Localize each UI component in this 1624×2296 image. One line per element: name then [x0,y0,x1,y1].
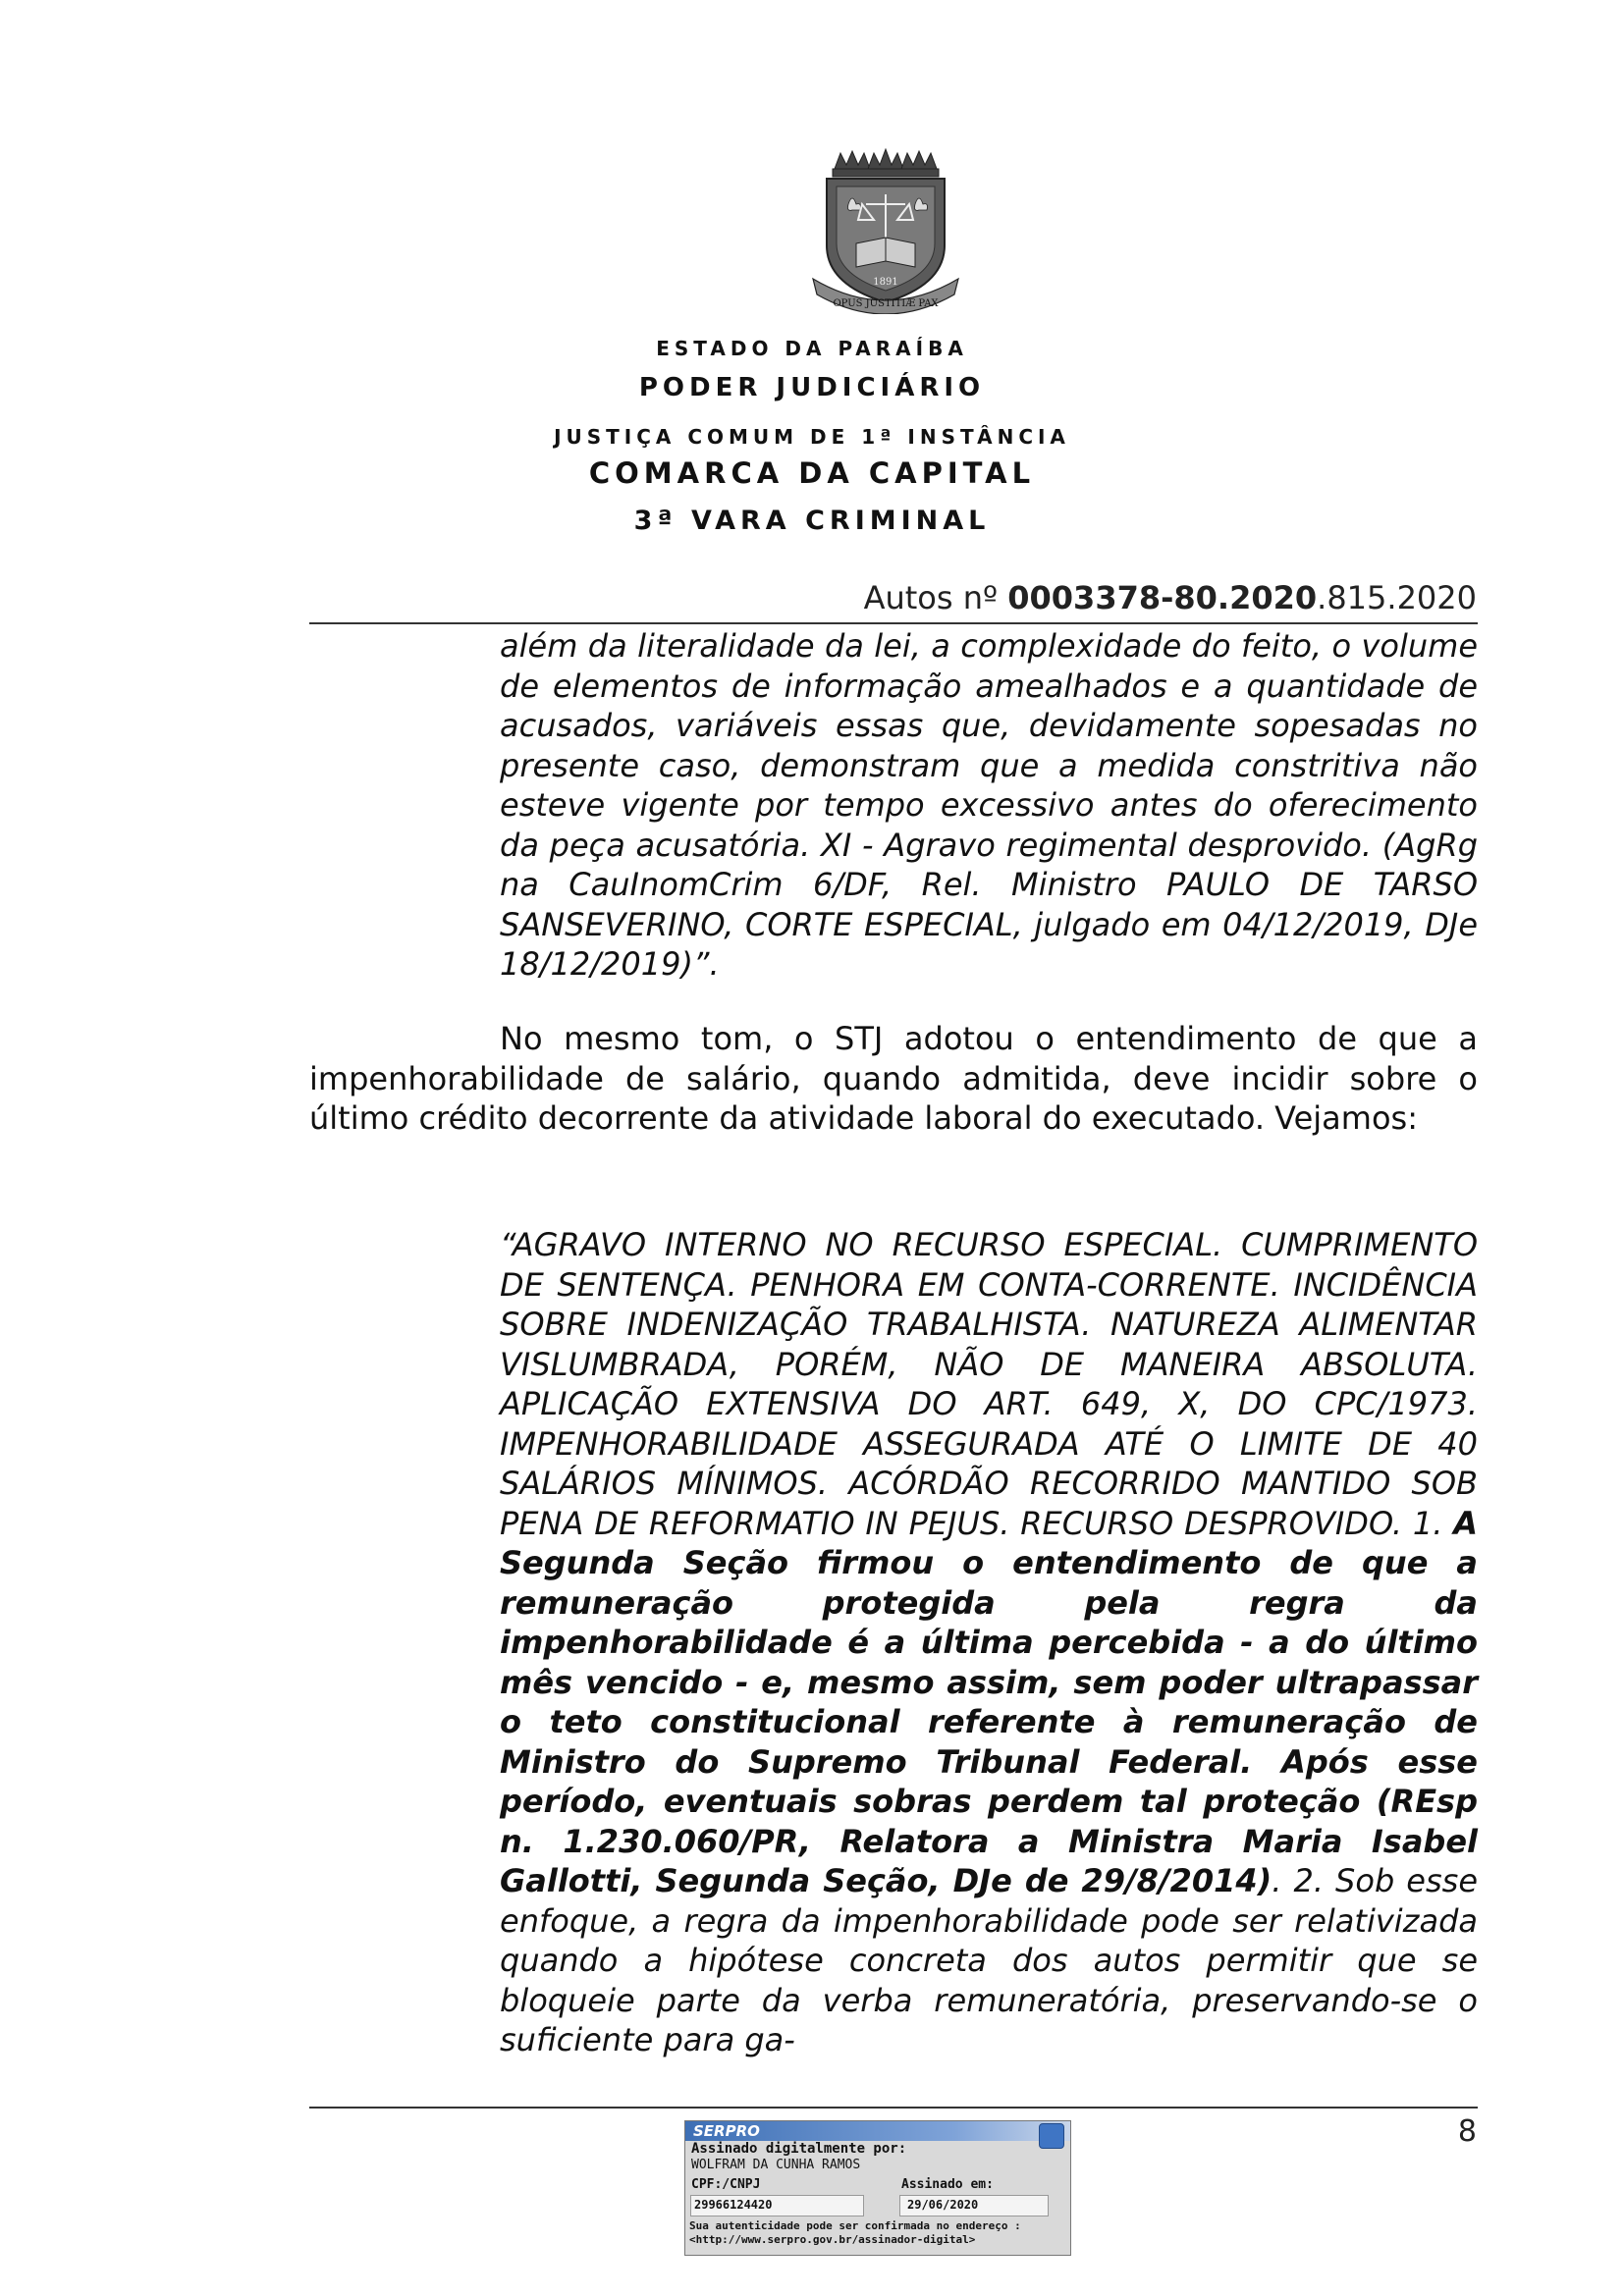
signed-by-label: Assinado digitalmente por: [691,2141,907,2157]
header-judiciary: PODER JUDICIÁRIO [638,373,986,402]
signed-date-label: Assinado em: [901,2177,994,2192]
quotation-summary: “AGRAVO INTERNO NO RECURSO ESPECIAL. CUMPRIMENTO DE SENTENÇA. PENHORA EM CONTA-CORRENTE. INCIDÊNCIA SOBRE INDENIZAÇÃO TRABALHISTA. NATUREZA ALIMENTAR VISLUMBRADA, PORÉM, NÃO DE MANEIRA ABSOLUTA. APLICAÇÃO EXTENSIVA DO ART. 649, X, DO CPC/1973. IMPENHORABILIDADE ASSEGURADA ATÉ O LIMITE DE 40 SALÁRIOS MÍNIMOS. ACÓRDÃO RECORRIDO MANTIDO SOB PENA DE REFORMATIO IN PEJUS. RECURSO DESPROVIDO. 1. [500,1226,1478,1542]
court-seal-logo [807,147,964,314]
stamp-header-bar [685,2121,1070,2141]
signature-certificate-icon [1039,2123,1064,2149]
header-instance: JUSTIÇA COMUM DE 1ª INSTÂNCIA [554,425,1070,449]
verification-note: Sua autenticidade pode ser confirmada no endereço : <http://www.serpro.gov.br/assinador-digital> [689,2219,1021,2246]
jurisprudence-quotation [500,1225,1478,2060]
footer-divider [309,2107,1478,2109]
case-number [864,579,1477,616]
seal-motto: OPUS JUSTITIÆ PAX [833,298,939,309]
quotation-emphasis: A Segunda Seção firmou o entendimento de que a remuneração protegida pela regra da impenhorabilidade é a última percebida - a do último mês vencido - e, mesmo assim, sem poder ultrapassar o teto constitucional referente à remuneração de Ministro do Supremo Tribunal Federal. Após esse período, eventuais sobras perdem tal proteção (REsp n. 1.230.060/PR, Relatora a Ministra Maria Isabel Gallotti, Segunda Seção, DJe de 29/8/2014) [500,1504,1478,1899]
body-paragraph [309,1019,1478,1139]
header-state: ESTADO DA PARAÍBA [656,337,968,360]
case-number-suffix: .815.2020 [1317,579,1477,616]
quotation-tail: . 2. Sob esse enfoque, a regra da impenhorabilidade pode ser relativizada quando a hipótese concreta dos autos permitir que se bloqueie parte da verba remuneratória, preservando-se o suficiente para ga- [500,1862,1479,2058]
header-district: COMARCA DA CAPITAL [588,456,1036,490]
serpro-logo: SERPRO [693,2122,760,2140]
header-divider [309,622,1478,624]
page-number: 8 [1457,2114,1477,2149]
digital-signature-stamp [684,2120,1071,2256]
case-number-prefix: Autos nº [863,579,1008,616]
signed-date-value: 29/06/2020 [907,2198,979,2212]
signer-name: WOLFRAM DA CUNHA RAMOS [691,2158,861,2172]
quotation-continuation: além da literalidade da lei, a complexidade do feito, o volume de elementos de informação amealhados e a quantidade de acusados, variáveis essas que, devidamente sopesadas no presente caso, demonstram que a medida constritiva não esteve vigente por tempo excessivo antes do oferecimento da peça acusatória. XI - Agravo regimental desprovido. (AgRg na CauInomCrim 6/DF, Rel. Ministro PAULO DE TARSO SANSEVERINO, CORTE ESPECIAL, julgado em 04/12/2019, DJe 18/12/2019)”. [500,627,1478,983]
cpf-label: CPF:/CNPJ [691,2177,761,2192]
case-number-bold: 0003378-80.2020 [1007,579,1318,616]
seal-year: 1891 [873,277,898,288]
header-court: 3ª VARA CRIMINAL [633,506,991,536]
body-paragraph-text: No mesmo tom, o STJ adotou o entendimento de que a impenhorabilidade de salário, quando admitida, deve incidir sobre o último crédito decorrente da atividade laboral do executado. Vejamos: [309,1020,1478,1137]
cpf-value: 29966124420 [694,2198,773,2212]
